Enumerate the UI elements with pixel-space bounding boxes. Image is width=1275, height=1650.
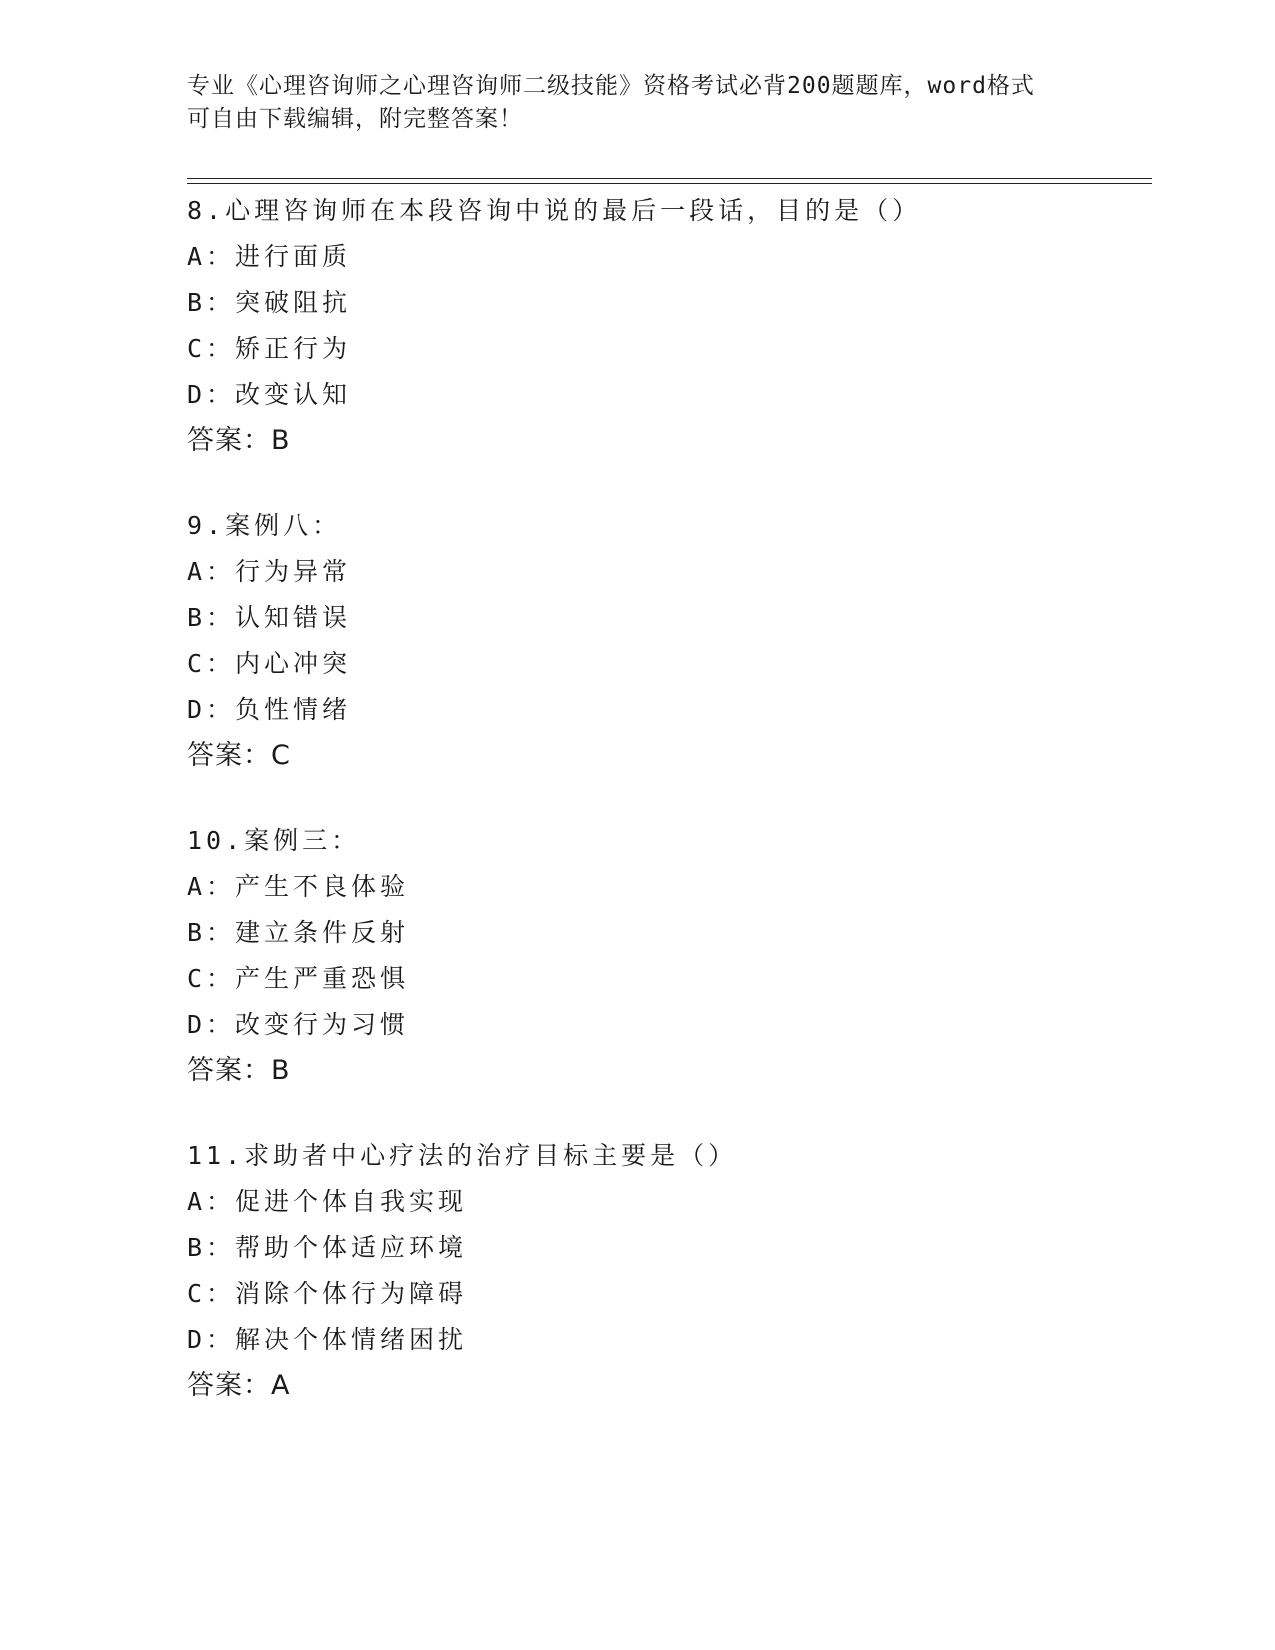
option-b: B：突破阻抗 [187, 288, 352, 317]
document-header [187, 70, 1087, 136]
header-rule-bottom [187, 183, 1152, 184]
option-a: A：产生不良体验 [187, 872, 410, 901]
question-stem: 9.案例八： [187, 511, 342, 540]
header-rule-top [187, 178, 1152, 179]
header-line-1: 专业《心理咨询师之心理咨询师二级技能》资格考试必背200题题库，word格式 [187, 73, 1035, 99]
answer: 答案：A [187, 1370, 291, 1401]
option-c: C：内心冲突 [187, 649, 352, 678]
answer: 答案：B [187, 425, 291, 456]
answer: 答案：B [187, 1055, 291, 1086]
option-d: D：改变认知 [187, 380, 352, 409]
answer: 答案：C [187, 740, 291, 771]
question-stem: 10.案例三： [187, 826, 361, 855]
option-c: C：矫正行为 [187, 334, 352, 363]
question-stem: 8.心理咨询师在本段咨询中说的最后一段话，目的是（） [187, 196, 922, 225]
option-b: B：建立条件反射 [187, 918, 410, 947]
option-c: C：消除个体行为障碍 [187, 1279, 468, 1308]
header-line-2: 可自由下载编辑，附完整答案！ [187, 106, 523, 132]
question-9 [187, 503, 1147, 779]
option-b: B：帮助个体适应环境 [187, 1233, 468, 1262]
option-a: A：促进个体自我实现 [187, 1187, 468, 1216]
option-a: A：进行面质 [187, 242, 352, 271]
question-11 [187, 1133, 1147, 1409]
option-d: D：解决个体情绪困扰 [187, 1325, 468, 1354]
option-a: A：行为异常 [187, 557, 352, 586]
question-stem: 11.求助者中心疗法的治疗目标主要是（） [187, 1141, 738, 1170]
question-10 [187, 818, 1147, 1094]
option-c: C：产生严重恐惧 [187, 964, 410, 993]
option-d: D：改变行为习惯 [187, 1010, 410, 1039]
option-d: D：负性情绪 [187, 695, 352, 724]
question-list [187, 188, 1147, 1448]
question-8 [187, 188, 1147, 464]
option-b: B：认知错误 [187, 603, 352, 632]
